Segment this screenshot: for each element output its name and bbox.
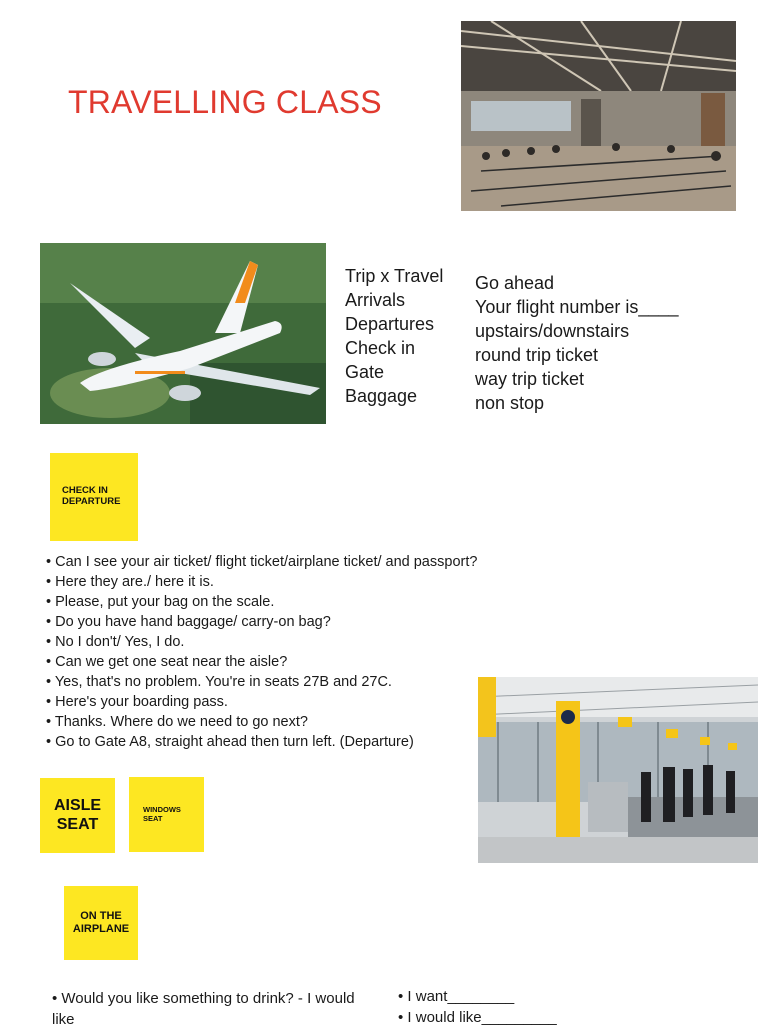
dialogue-line: • Please, put your bag on the scale. xyxy=(46,594,275,610)
want-phrases xyxy=(398,986,557,1028)
phrase-line: • I would like_________ xyxy=(398,1009,557,1026)
dialogue-line: • Here they are./ here it is. xyxy=(46,574,214,590)
vocab-item: Your flight number is____ xyxy=(475,297,679,317)
vocab-item: Gate xyxy=(345,362,385,382)
note-line: WINDOWS xyxy=(143,804,181,814)
dialogue-line: • Thanks. Where do we need to go next? xyxy=(46,714,308,730)
windows-seat-note xyxy=(129,777,204,852)
dialogue-line: • Here's your boarding pass. xyxy=(46,694,228,710)
vocab-item: Baggage xyxy=(345,386,418,406)
airplane-photo xyxy=(40,243,326,424)
note-line: AISLE xyxy=(53,797,102,815)
vocab-item: Departures xyxy=(345,314,435,334)
vocab-item: Check in xyxy=(345,338,416,358)
vocab-item: non stop xyxy=(475,393,545,413)
dialogue-line: • Can I see your air ticket/ flight ticket/airplane ticket/ and passport? xyxy=(46,554,478,570)
vocab-item: upstairs/downstairs xyxy=(475,321,630,341)
note-line: CHECK IN xyxy=(62,485,108,497)
aisle-seat-note xyxy=(40,778,115,853)
note-line: AIRPLANE xyxy=(72,923,130,935)
vocab-item: Trip x Travel xyxy=(345,266,444,286)
check-in-departure-note xyxy=(50,453,138,541)
check-in-counter-photo xyxy=(478,677,758,863)
dialogue-line: • Go to Gate A8, straight ahead then turn left. (Departure) xyxy=(46,734,414,750)
dialogue-line: • Can we get one seat near the aisle? xyxy=(46,654,288,670)
vocab-item: Arrivals xyxy=(345,290,406,310)
note-line: ON THE xyxy=(80,910,122,923)
page-title: TRAVELLING CLASS xyxy=(68,84,382,120)
on-the-airplane-note xyxy=(64,886,138,960)
dialogue-line: • No I don't/ Yes, I do. xyxy=(46,634,185,650)
airport-hall-photo xyxy=(461,21,736,211)
drink-question: • Would you like something to drink? - I would like xyxy=(52,990,355,1028)
vocab-item: Go ahead xyxy=(475,273,555,293)
dialogue-line: • Yes, that's no problem. You're in seats 27B and 27C. xyxy=(46,674,392,690)
vocab-item: way trip ticket xyxy=(475,369,585,389)
vocabulary-list-right xyxy=(475,271,678,415)
vocabulary-list-left xyxy=(345,264,443,408)
check-in-dialogue xyxy=(46,552,477,752)
dialogue-line: • Do you have hand baggage/ carry-on bag? xyxy=(46,614,331,630)
note-line: DEPARTURE xyxy=(62,496,121,507)
note-line: SEAT xyxy=(143,813,163,823)
vocab-item: round trip ticket xyxy=(475,345,599,365)
note-line: SEAT xyxy=(56,815,99,833)
phrase-line: • I want________ xyxy=(398,988,515,1005)
